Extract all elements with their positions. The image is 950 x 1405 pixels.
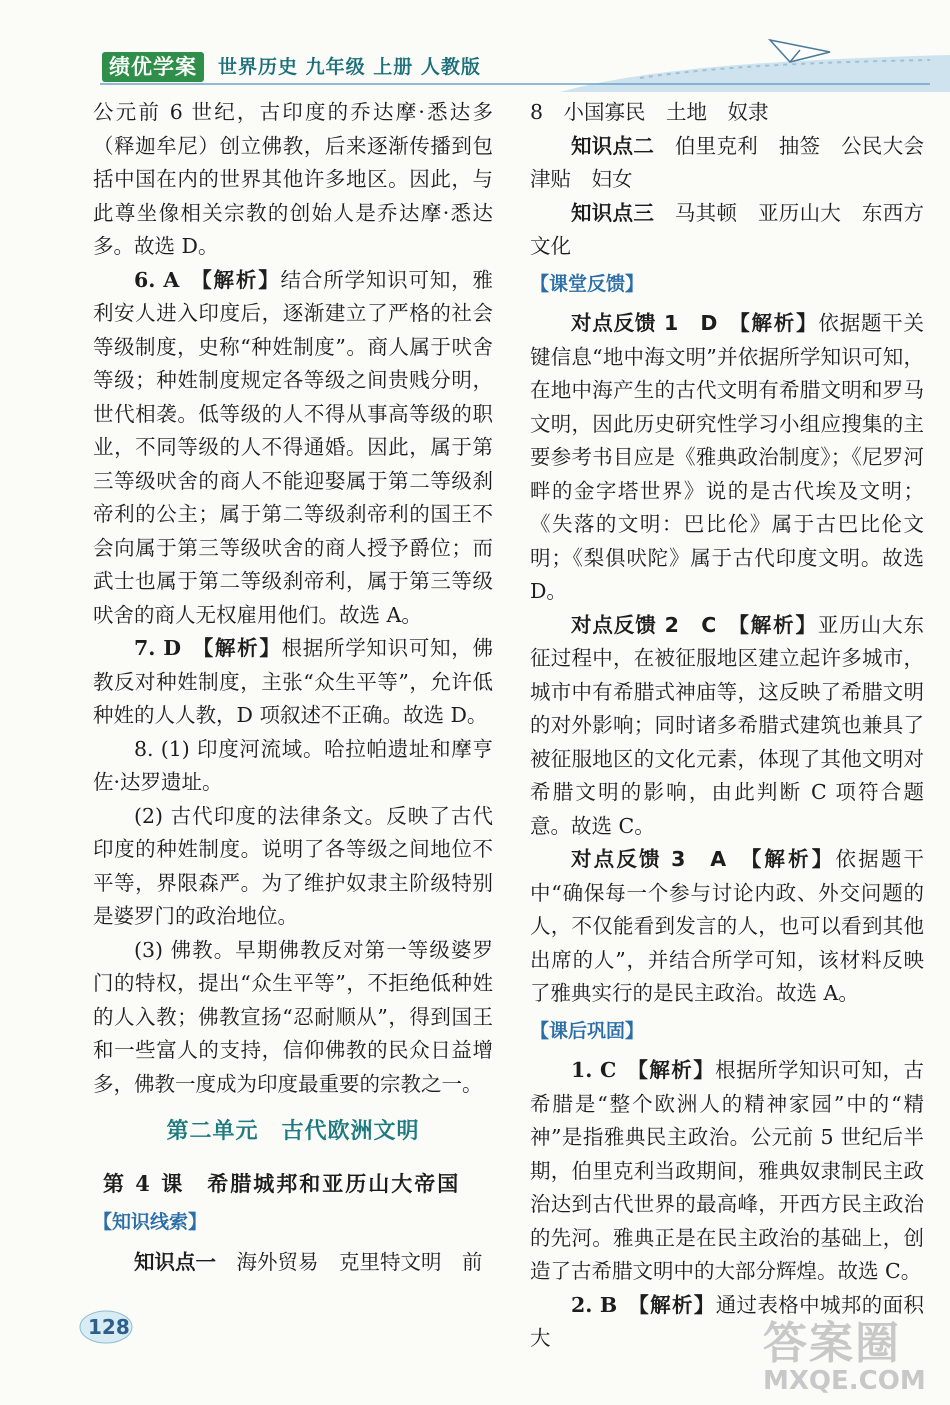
- analysis-text: 亚历山大东征过程中，在被征服地区建立起许多城市，城市中有希腊式神庙等，这反映了希腊文明的对外影响；同时诸多希腊式建筑也兼具了被征服地区的文化元素，体现了其他文明对希腊文明的影响，由此判断 C 项符合题意。故选 C。: [530, 612, 925, 838]
- knowledge-point-1: [93, 1246, 493, 1280]
- kp-text: 伯里克利 抽签 公民大会 津贴 妇女: [530, 133, 945, 191]
- kp-label: 知识点二: [571, 133, 655, 158]
- analysis-mark: 【解析】: [738, 612, 818, 637]
- analysis-text: 根据所学知识可知，佛教反对种姓制度，主张“众生平等”，允许低种姓的人人教，D 项叙述不正确。故选 D。: [93, 636, 494, 727]
- knowledge-continuation: 8 小国寡民 土地 奴隶: [530, 100, 769, 124]
- analysis-mark: 【解析】: [638, 1292, 716, 1317]
- kp-label: 知识点一: [134, 1249, 216, 1274]
- answer-q8-2: (2) 古代印度的法律条文。反映了古代印度的种姓制度。说明了各等级之间地位不平等，界限森严。为了维护奴隶主阶级特别是婆罗门的政治地位。: [93, 803, 493, 928]
- watermark-url: MXQE.COM: [763, 1366, 926, 1396]
- left-column: [93, 96, 493, 1279]
- answer-label: 7. D: [134, 636, 182, 660]
- answer-h1: [530, 1054, 924, 1289]
- unit-title: 第二单元 古代欧洲文明: [166, 1119, 420, 1144]
- knowledge-point-3: [530, 197, 924, 264]
- answer-q8-3: (3) 佛教。早期佛教反对第一等级婆罗门的特权，提出“众生平等”，不拒绝低种姓的人入教；佛教宣扬“忍耐顺从”，得到国王和一些富人的支持，信仰佛教的民众日益增多，佛教一度成为印度最重要的宗教之一。: [93, 937, 493, 1096]
- analysis-text: 依据题干关键信息“地中海文明”并依据所学知识可知，在地中海产生的古代文明有希腊文明和罗马文明，因此历史研究性学习小组应搜集的主要参考书目应是《雅典政治制度》；《尼罗河畔的金字塔世界》说的是古代埃及文明；《失落的文明：巴比伦》属于古巴比伦文明；《梨俱吠陀》属于古代印度文明。故选 D。: [530, 311, 925, 603]
- kp-label: 知识点三: [571, 200, 655, 225]
- answer-paragraph: 公元前 6 世纪，古印度的乔达摩·悉达多（释迦牟尼）创立佛教，后来逐渐传播到包括中国在内的世界其他许多地区。因此，与此尊坐像相关宗教的创始人是乔达摩·悉达多。故选 D。: [93, 100, 493, 258]
- analysis-mark: 【解析】: [201, 267, 281, 292]
- section-tag-class-feedback: 【课堂反馈】: [530, 272, 645, 295]
- feedback-label: 对点反馈 2 C: [571, 612, 717, 637]
- page-number: 128: [88, 1315, 130, 1339]
- answer-q7: [93, 632, 493, 733]
- answer-q6: [93, 264, 493, 633]
- right-column: [530, 96, 945, 1356]
- book-subtitle: 世界历史 九年级 上册 人教版: [218, 56, 481, 78]
- section-tag-after-class: 【课后巩固】: [530, 1019, 645, 1042]
- analysis-mark: 【解析】: [739, 311, 819, 335]
- answer-label: 1. C: [571, 1058, 617, 1082]
- lesson-title: 第 4 课 希腊城邦和亚历山大帝国: [103, 1170, 461, 1196]
- brand-logo: 绩优学案: [102, 52, 204, 82]
- feedback-3: [530, 843, 924, 1011]
- watermark-logo: [763, 1318, 938, 1400]
- feedback-label: 对点反馈 3 A: [571, 847, 727, 871]
- answer-q8-1: 8. (1) 印度河流域。哈拉帕遗址和摩亨佐·达罗遗址。: [93, 736, 493, 794]
- page-header: [0, 0, 950, 92]
- analysis-text: 通过表格中城邦的面积大: [530, 1292, 924, 1350]
- feedback-2: [530, 609, 924, 844]
- kp-text: 海外贸易 克里特文明 前: [216, 1249, 483, 1274]
- answer-label: 6. A: [134, 267, 180, 292]
- feedback-1: [530, 307, 924, 609]
- feedback-label: 对点反馈 1 D: [571, 311, 718, 335]
- analysis-mark: 【解析】: [202, 636, 282, 660]
- section-tag-knowledge: 【知识线索】: [93, 1211, 208, 1233]
- analysis-text: 结合所学知识可知，雅利安人进入印度后，逐渐建立了严格的社会等级制度，史称“种姓制度”。商人属于吠舍等级；种姓制度规定各等级之间贵贱分明，世代相袭。低等级的人不得从事高等级的职业，不同等级的人不得通婚。因此，属于第三等级吠舍的商人不能迎娶属于第二等级刹帝利的公主；属于第二等级刹帝利的国王不会向属于第三等级吠舍的商人授予爵位；而武士也属于第二等级刹帝利，属于第三等级吠舍的商人无权雇用他们。故选 A。: [93, 267, 494, 627]
- analysis-text: 根据所学知识可知，古希腊是“整个欧洲人的精神家园”中的“精神”是指雅典民主政治。公元前 5 世纪后半期，伯里克利当政期间，雅典奴隶制民主政治达到古代世界的最高峰，开西方民主政治的先河。雅典正是在民主政治的基础上，创造了古希腊文明中的大部分辉煌。故选 C。: [530, 1058, 925, 1283]
- watermark-text: 答案圈: [763, 1318, 901, 1369]
- analysis-mark: 【解析】: [637, 1058, 716, 1082]
- knowledge-point-2: [530, 130, 945, 197]
- answer-label: 2. B: [571, 1292, 618, 1317]
- analysis-text: 依据题干中“确保每一个参与讨论内政、外交问题的人，不仅能看到发言的人，也可以看到其他出席的人”，并结合所学可知，该材料反映了雅典实行的是民主政治。故选 A。: [530, 847, 925, 1005]
- kp-text: 马其顿 亚历山大 东西方文化: [530, 200, 924, 258]
- analysis-mark: 【解析】: [750, 847, 836, 871]
